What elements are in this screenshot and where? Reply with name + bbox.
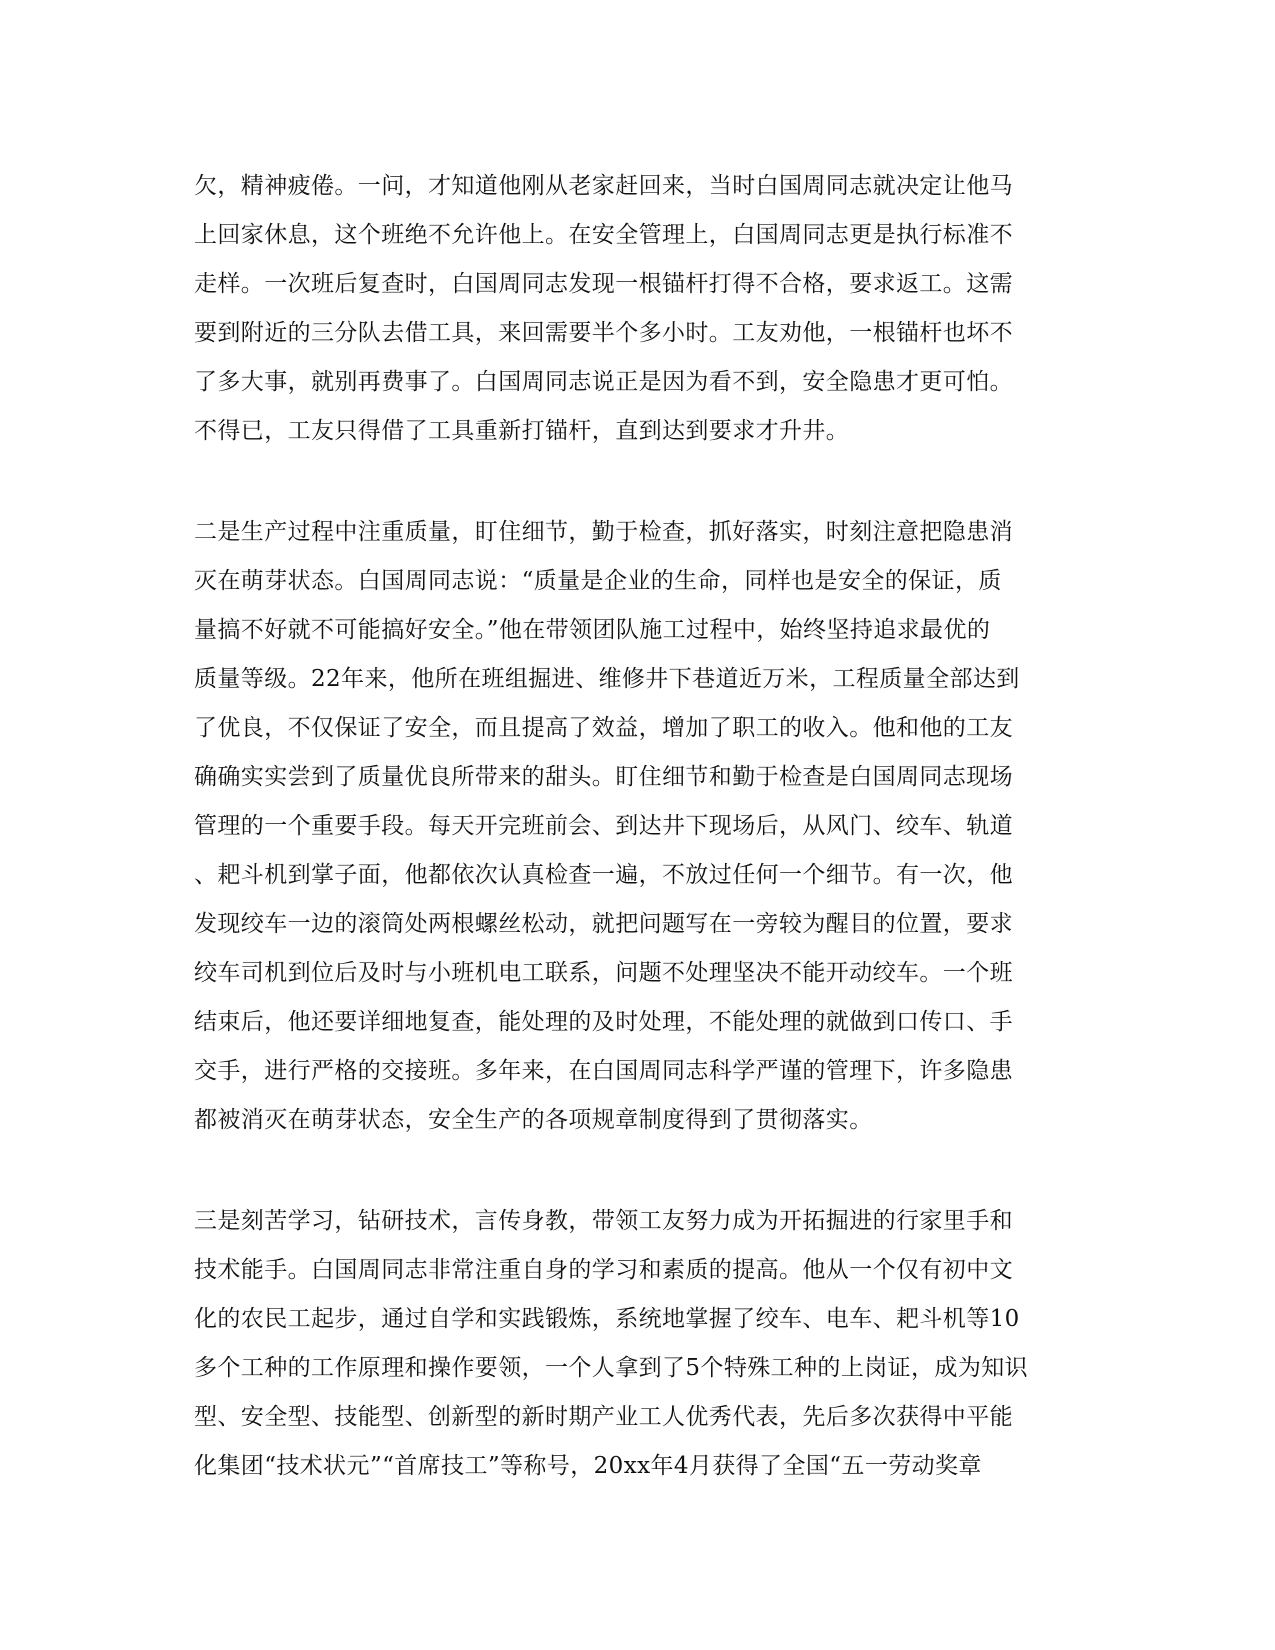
text-line: 化集团“技术状元”“首席技工”等称号，20xx年4月获得了全国“五一劳动奖章 [194,1453,982,1479]
text-line: 型、安全型、技能型、创新型的新时期产业工人优秀代表，先后多次获得中平能 [194,1404,1013,1430]
text-line: 交手，进行严格的交接班。多年来，在白国周同志科学严谨的管理下，许多隐患 [194,1058,1013,1084]
document-body [194,162,1084,1543]
text-line: 了优良，不仅保证了安全，而且提高了效益，增加了职工的收入。他和他的工友 [194,715,1013,741]
text-line: 走样。一次班后复查时，白国周同志发现一根锚杆打得不合格，要求返工。这需 [194,271,1013,297]
paragraph-1 [194,162,1084,456]
text-line: 三是刻苦学习，钻研技术，言传身教，带领工友努力成为开拓掘进的行家里手和 [194,1208,1013,1234]
paragraph-2 [194,508,1084,1145]
text-line: 质量等级。22年来，他所在班组掘进、维修井下巷道近万米，工程质量全部达到 [194,666,1020,692]
text-line: 灭在萌芽状态。白国周同志说：“质量是企业的生命，同样也是安全的保证，质 [194,568,1002,594]
text-line: 确确实实尝到了质量优良所带来的甜头。盯住细节和勤于检查是白国周同志现场 [194,764,1013,790]
text-line: 管理的一个重要手段。每天开完班前会、到达井下现场后，从风门、绞车、轨道 [194,813,1013,839]
paragraph-3 [194,1197,1084,1491]
text-line: 绞车司机到位后及时与小班机电工联系，问题不处理坚决不能开动绞车。一个班 [194,960,1013,986]
text-line: 多个工种的工作原理和操作要领，一个人拿到了5个特殊工种的上岗证，成为知识 [194,1355,1029,1381]
text-line: 发现绞车一边的滚筒处两根螺丝松动，就把问题写在一旁较为醒目的位置，要求 [194,911,1013,937]
text-line: 上回家休息，这个班绝不允许他上。在安全管理上，白国周同志更是执行标准不 [194,222,1013,248]
text-line: 二是生产过程中注重质量，盯住细节，勤于检查，抓好落实，时刻注意把隐患消 [194,519,1013,545]
text-line: 要到附近的三分队去借工具，来回需要半个多小时。工友劝他，一根锚杆也坏不 [194,320,1013,346]
text-line: 量搞不好就不可能搞好安全。”他在带领团队施工过程中，始终坚持追求最优的 [194,617,991,643]
text-line: 欠，精神疲倦。一问，才知道他刚从老家赶回来，当时白国周同志就决定让他马 [194,173,1013,199]
text-line: 、耙斗机到掌子面，他都依次认真检查一遍，不放过任何一个细节。有一次，他 [194,862,1013,888]
text-line: 都被消灭在萌芽状态，安全生产的各项规章制度得到了贯彻落实。 [194,1107,873,1133]
text-line: 化的农民工起步，通过自学和实践锻炼，系统地掌握了绞车、电车、耙斗机等10 [194,1306,1020,1332]
text-line: 结束后，他还要详细地复查，能处理的及时处理，不能处理的就做到口传口、手 [194,1009,1013,1035]
text-line: 技术能手。白国周同志非常注重自身的学习和素质的提高。他从一个仅有初中文 [194,1257,1013,1283]
text-line: 不得已，工友只得借了工具重新打锚杆，直到达到要求才升井。 [194,418,850,444]
text-line: 了多大事，就别再费事了。白国周同志说正是因为看不到，安全隐患才更可怕。 [194,369,1013,395]
